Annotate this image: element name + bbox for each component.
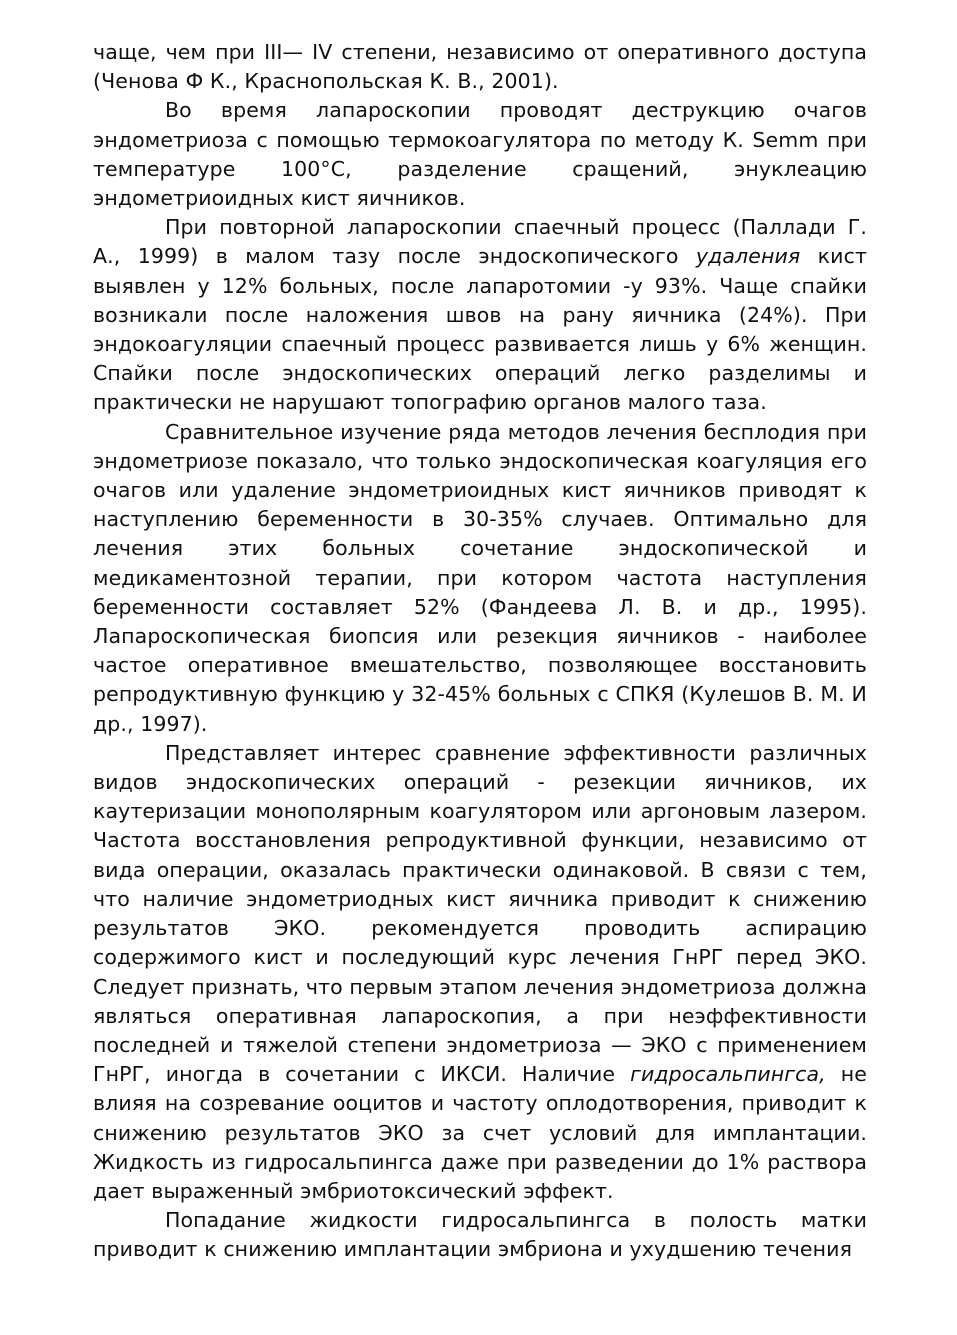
paragraph-4-text: Сравнительное изучение ряда методов лечения бесплодия при эндометриозе показало, что только эндоскопическая коагуляция его очагов или удаление эндометриоидных кист яичников приводят к наступлению беременности в 30-35% случаев. Оптимально для лечения этих больных сочетание эндоскопической и медикаментозной терапии, при котором частота наступления беременности составляет 52% (Фандеева Л. В. и др., 1995). Лапароскопическая биопсия или резекция яичников - наиболее частое оперативное вмешательство, позволяющее восстановить репродуктивную функцию у 32-45% больных с СПКЯ (Кулешов В. М. И др., 1997). <box>93 419 867 736</box>
paragraph-4 <box>93 418 867 739</box>
paragraph-6 <box>93 1206 867 1264</box>
paragraph-1-text: чаще, чем при III— IV степени, независимо от оперативного доступа (Ченова Ф К., Краснопольская К. В., 2001). <box>93 40 867 94</box>
paragraph-1 <box>93 38 867 96</box>
paragraph-5-italic-term: гидросальпингса, <box>630 1062 826 1087</box>
paragraph-2 <box>93 96 867 213</box>
paragraph-6-text: Попадание жидкости гидросальпингса в полость матки приводит к снижению имплантации эмбриона и ухудшению течения <box>93 1208 867 1262</box>
paragraph-3 <box>93 213 867 417</box>
paragraph-3-text-end: кист выявлен у 12% больных, после лапаротомии -у 93%. Чаще спайки возникали после наложения швов на рану яичника (24%). При эндокоагуляции спаечный процесс развивается лишь у 6% женщин. Спайки после эндоскопических операций легко разделимы и практически не нарушают топографию органов малого таза. <box>93 244 867 415</box>
paragraph-3-italic-term: удаления <box>695 244 801 269</box>
paragraph-5-text-start: Представляет интерес сравнение эффективности различных видов эндоскопических операций - резекции яичников, их каутеризации монополярным коагулятором или аргоновым лазером. Частота восстановления репродуктивной функции, независимо от вида операции, оказалась практически одинаковой. В связи с тем, что наличие эндометриодных кист яичника приводит к снижению результатов ЭКО. рекомендуется проводить аспирацию содержимого кист и последующий курс лечения ГнРГ перед ЭКО. Следует признать, что первым этапом лечения эндометриоза должна являться оперативная лапароскопия, а при неэффективности последней и тяжелой степени эндометриоза — ЭКО с применением ГнРГ, иногда в сочетании с ИКСИ. Наличие <box>93 740 867 1087</box>
paragraph-2-text: Во время лапароскопии проводят деструкцию очагов эндометриоза с помощью термокоагулятора по методу К. Semm при температуре 100°С, разделение сращений, энуклеацию эндометриоидных кист яичников. <box>93 98 867 211</box>
paragraph-5-text-end: не влияя на созревание ооцитов и частоту оплодотворения, приводит к снижению результатов ЭКО за счет условий для имплантации. Жидкость из гидросальпингса даже при разведении до 1% раствора дает выраженный эмбриотоксический эффект. <box>93 1062 867 1203</box>
paragraph-3-text-start: При повторной лапароскопии спаечный процесс (Паллади Г. А., 1999) в малом тазу после эндоскопического <box>93 215 867 269</box>
paragraph-5 <box>93 739 867 1206</box>
document-page <box>93 38 867 1265</box>
